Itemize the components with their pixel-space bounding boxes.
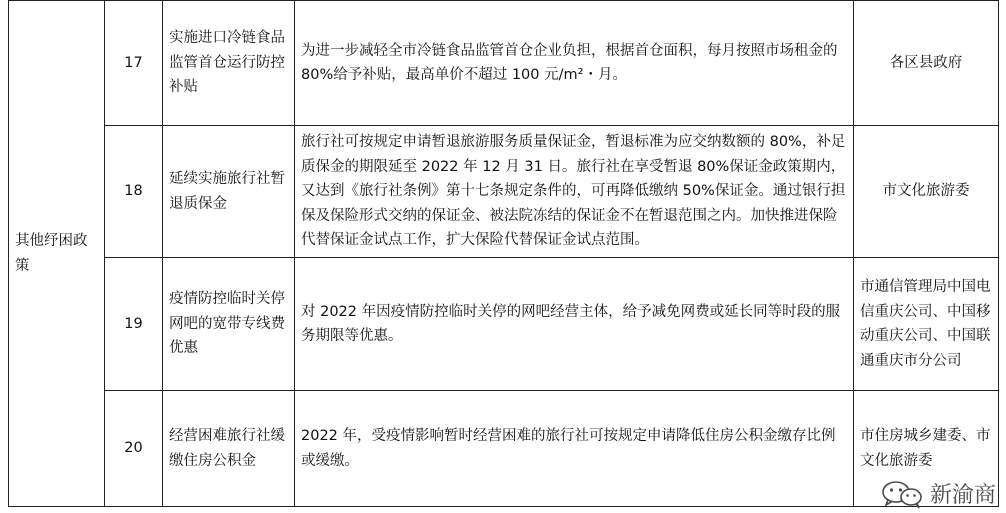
watermark-text: 新渝商 [929, 483, 996, 508]
row-number: 17 [105, 1, 163, 126]
category-label: 其他纾困政策 [15, 233, 88, 274]
responsible-department: 市文化旅游委 [854, 126, 999, 258]
responsible-department: 市通信管理局中国电信重庆公司、中国移动重庆公司、中国联通重庆市分公司 [854, 258, 999, 391]
policy-content: 对 2022 年因疫情防控临时关停的网吧经营主体，给予减免网费或延长同等时段的服务期限等优惠。 [295, 258, 854, 391]
policy-content: 为进一步减轻全市冷链食品监管首仓企业负担，根据首仓面积，每月按照市场租金的 80%给予补贴，最高单价不超过 100 元/m²・月。 [295, 1, 854, 126]
table-row [9, 126, 999, 258]
responsible-department: 各区县政府 [854, 1, 999, 126]
policy-content: 2022 年，受疫情影响暂时经营困难的旅行社可按规定申请降低住房公积金缴存比例或缓缴。 [295, 391, 854, 507]
policy-name: 疫情防控临时关停网吧的宽带专线费优惠 [163, 258, 295, 391]
policy-table [8, 0, 999, 507]
policy-content: 旅行社可按规定申请暂退旅游服务质量保证金，暂退标准为应交纳数额的 80%，补足质保金的期限延至 2022 年 12 月 31 日。旅行社在享受暂退 80%保证金政策期内，又达到《旅行社条例》第十七条规定条件的，可再降低缴纳 50%保证金。通过银行担保及保险形式交纳的保证金、被法院冻结的保证金不在暂退范围之内。加快推进保险代替保证金试点工作，扩大保险代替保证金试点范围。 [295, 126, 854, 258]
category-cell [9, 1, 105, 507]
table-row [9, 1, 999, 126]
responsible-department: 市住房城乡建委、市文化旅游委 [854, 391, 999, 507]
watermark [880, 478, 996, 509]
wechat-icon [880, 479, 924, 509]
table-row [9, 258, 999, 391]
row-number: 18 [105, 126, 163, 258]
policy-name: 延续实施旅行社暂退质保金 [163, 126, 295, 258]
row-number: 19 [105, 258, 163, 391]
row-number: 20 [105, 391, 163, 507]
policy-name: 经营困难旅行社缓缴住房公积金 [163, 391, 295, 507]
table-row [9, 391, 999, 507]
policy-name: 实施进口冷链食品监管首仓运行防控补贴 [163, 1, 295, 126]
